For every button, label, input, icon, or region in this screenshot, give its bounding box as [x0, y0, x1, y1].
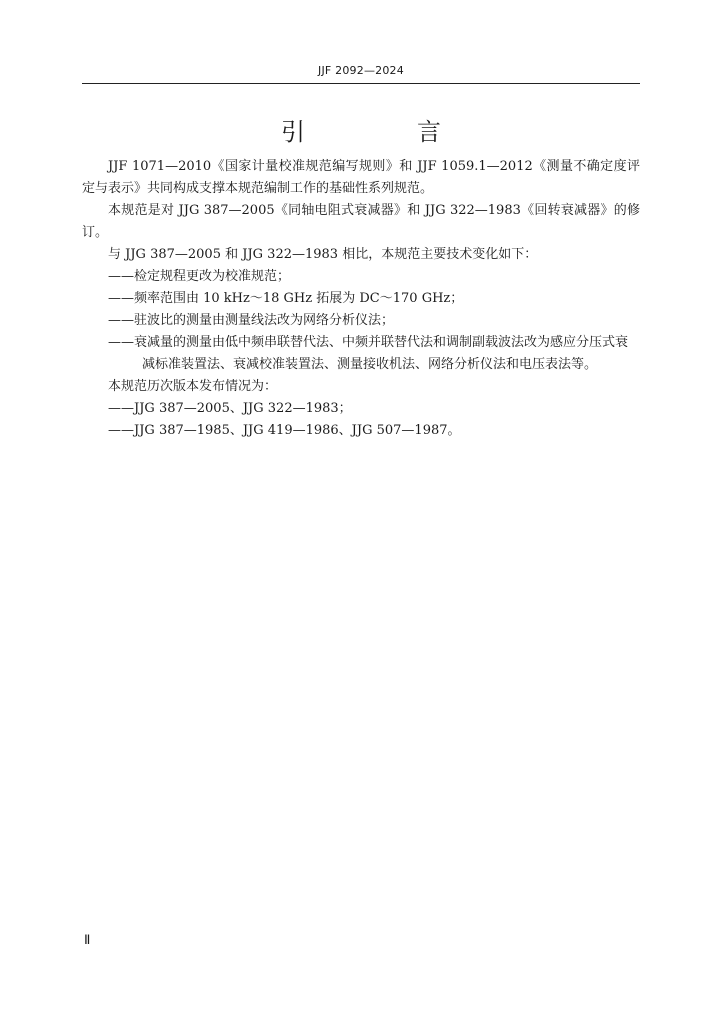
- header-rule: [82, 83, 640, 84]
- change-item: ——驻波比的测量由测量线法改为网络分析仪法；: [108, 313, 395, 328]
- page-title: 引 言: [281, 118, 485, 146]
- change-item: ——检定规程更改为校准规范；: [108, 269, 291, 284]
- history-item: ——JJG 387—1985、JJG 419—1986、JJG 507—1987。: [108, 423, 461, 438]
- paragraph-history-intro: 本规范历次版本发布情况为：: [108, 379, 278, 394]
- paragraph-references: JJF 1071—2010《国家计量校准规范编写规则》和 JJF 1059.1—2012《测量不确定度评定与表示》共同构成支撑本规范编制工作的基础性系列规范。: [82, 159, 640, 196]
- running-header: JJF 2092—2024: [318, 64, 404, 77]
- paragraph-changes-intro: 与 JJG 387—2005 和 JJG 322—1983 相比，本规范主要技术变化如下：: [108, 247, 538, 262]
- paragraph-revision: 本规范是对 JJG 387—2005《同轴电阻式衰减器》和 JJG 322—1983《回转衰减器》的修订。: [82, 203, 640, 240]
- change-item: ——衰减量的测量由低中频串联替代法、中频并联替代法和调制副载波法改为感应分压式衰减标准装置法、衰减校准装置法、测量接收机法、网络分析仪法和电压表法等。: [108, 335, 629, 372]
- history-item: ——JJG 387—2005、JJG 322—1983；: [108, 401, 352, 416]
- change-item: ——频率范围由 10 kHz～18 GHz 拓展为 DC～170 GHz；: [108, 291, 464, 306]
- page-number: Ⅱ: [84, 932, 91, 947]
- foreword-body: [82, 156, 640, 442]
